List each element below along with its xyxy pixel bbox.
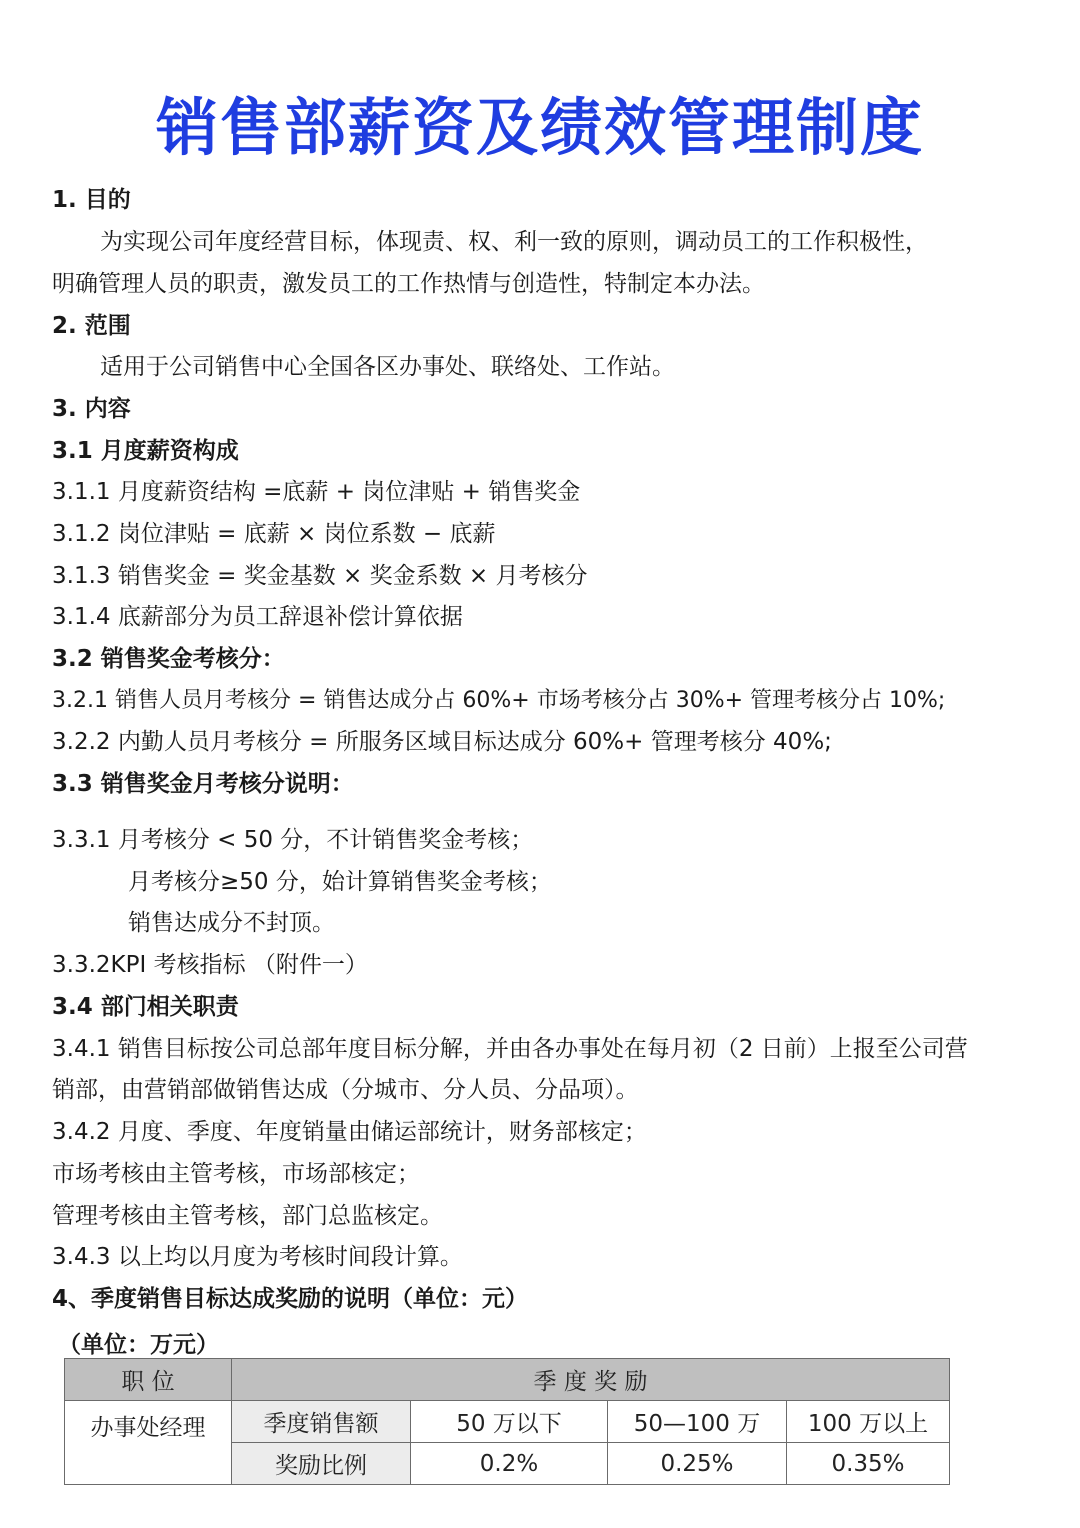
clause-3-2-2: 3.2.2 内勤人员月考核分 = 所服务区域目标达成分 60%+ 管理考核分 40%; <box>52 729 832 755</box>
section-purpose-heading: 1. 目的 <box>52 187 131 213</box>
clause-3-1-1: 3.1.1 月度薪资结构 =底薪 + 岗位津贴 + 销售奖金 <box>52 479 581 505</box>
clause-3-3-1-line-3: 销售达成分不封顶。 <box>128 910 335 936</box>
quarterly-reward-table <box>64 1358 950 1485</box>
clause-3-4-3: 3.4.3 以上均以月度为考核时间段计算。 <box>52 1244 463 1270</box>
row-label-sales: 季度销售额 <box>232 1401 411 1443</box>
section-scope-heading: 2. 范围 <box>52 313 131 339</box>
purpose-text-1: 为实现公司年度经营目标，体现责、权、利一致的原则，调动员工的工作积极性， <box>100 229 928 255</box>
clause-3-4-2-line-2: 市场考核由主管考核，市场部核定； <box>52 1161 420 1187</box>
subsection-3-3-heading: 3.3 销售奖金月考核分说明： <box>52 771 354 797</box>
table-header-row <box>65 1359 950 1401</box>
clause-3-4-2: 3.4.2 月度、季度、年度销量由储运部统计，财务部核定； <box>52 1119 647 1145</box>
section-content-heading: 3. 内容 <box>52 396 131 422</box>
reward-header: 季 度 奖 励 <box>232 1359 950 1401</box>
scope-text: 适用于公司销售中心全国各区办事处、联络处、工作站。 <box>100 354 675 380</box>
purpose-text-2: 明确管理人员的职责，激发员工的工作热情与创造性，特制定本办法。 <box>52 271 765 297</box>
clause-3-2-1: 3.2.1 销售人员月考核分 = 销售达成分占 60%+ 市场考核分占 30%+ 管理考核分占 10%; <box>52 688 946 713</box>
clause-3-1-2: 3.1.2 岗位津贴 = 底薪 × 岗位系数 − 底薪 <box>52 521 496 547</box>
tier-3-cell: 100 万以上 <box>787 1401 950 1443</box>
table-row <box>65 1401 950 1443</box>
clause-3-3-2: 3.3.2KPI 考核指标 （附件一） <box>52 952 368 978</box>
subsection-3-4-heading: 3.4 部门相关职责 <box>52 994 239 1020</box>
tier-1-cell: 50 万以下 <box>411 1401 608 1443</box>
ratio-3-cell: 0.35% <box>787 1443 950 1485</box>
row-label-ratio: 奖励比例 <box>232 1443 411 1485</box>
ratio-2-cell: 0.25% <box>608 1443 787 1485</box>
clause-3-4-2-line-3: 管理考核由主管考核，部门总监核定。 <box>52 1203 443 1229</box>
subsection-3-2-heading: 3.2 销售奖金考核分： <box>52 646 285 672</box>
position-header: 职 位 <box>65 1359 232 1401</box>
ratio-1-cell: 0.2% <box>411 1443 608 1485</box>
clause-3-3-1: 3.3.1 月考核分 < 50 分，不计销售奖金考核； <box>52 827 534 853</box>
section-4-heading: 4、季度销售目标达成奖励的说明（单位：元） <box>52 1286 529 1312</box>
clause-3-4-1-line-1: 3.4.1 销售目标按公司总部年度目标分解，并由各办事处在每月初（2 日前）上报至公司营 <box>52 1036 968 1062</box>
position-cell: 办事处经理 <box>65 1401 232 1485</box>
clause-3-4-1-line-2: 销部，由营销部做销售达成（分城市、分人员、分品项）。 <box>52 1077 639 1103</box>
tier-2-cell: 50—100 万 <box>608 1401 787 1443</box>
document-title: 销售部薪资及绩效管理制度 <box>155 91 924 164</box>
clause-3-1-3: 3.1.3 销售奖金 = 奖金基数 × 奖金系数 × 月考核分 <box>52 563 588 589</box>
unit-note: （单位：万元） <box>58 1332 219 1358</box>
subsection-3-1-heading: 3.1 月度薪资构成 <box>52 438 239 464</box>
clause-3-3-1-line-2: 月考核分≥50 分，始计算销售奖金考核； <box>128 869 552 895</box>
clause-3-1-4: 3.1.4 底薪部分为员工辞退补偿计算依据 <box>52 604 463 630</box>
